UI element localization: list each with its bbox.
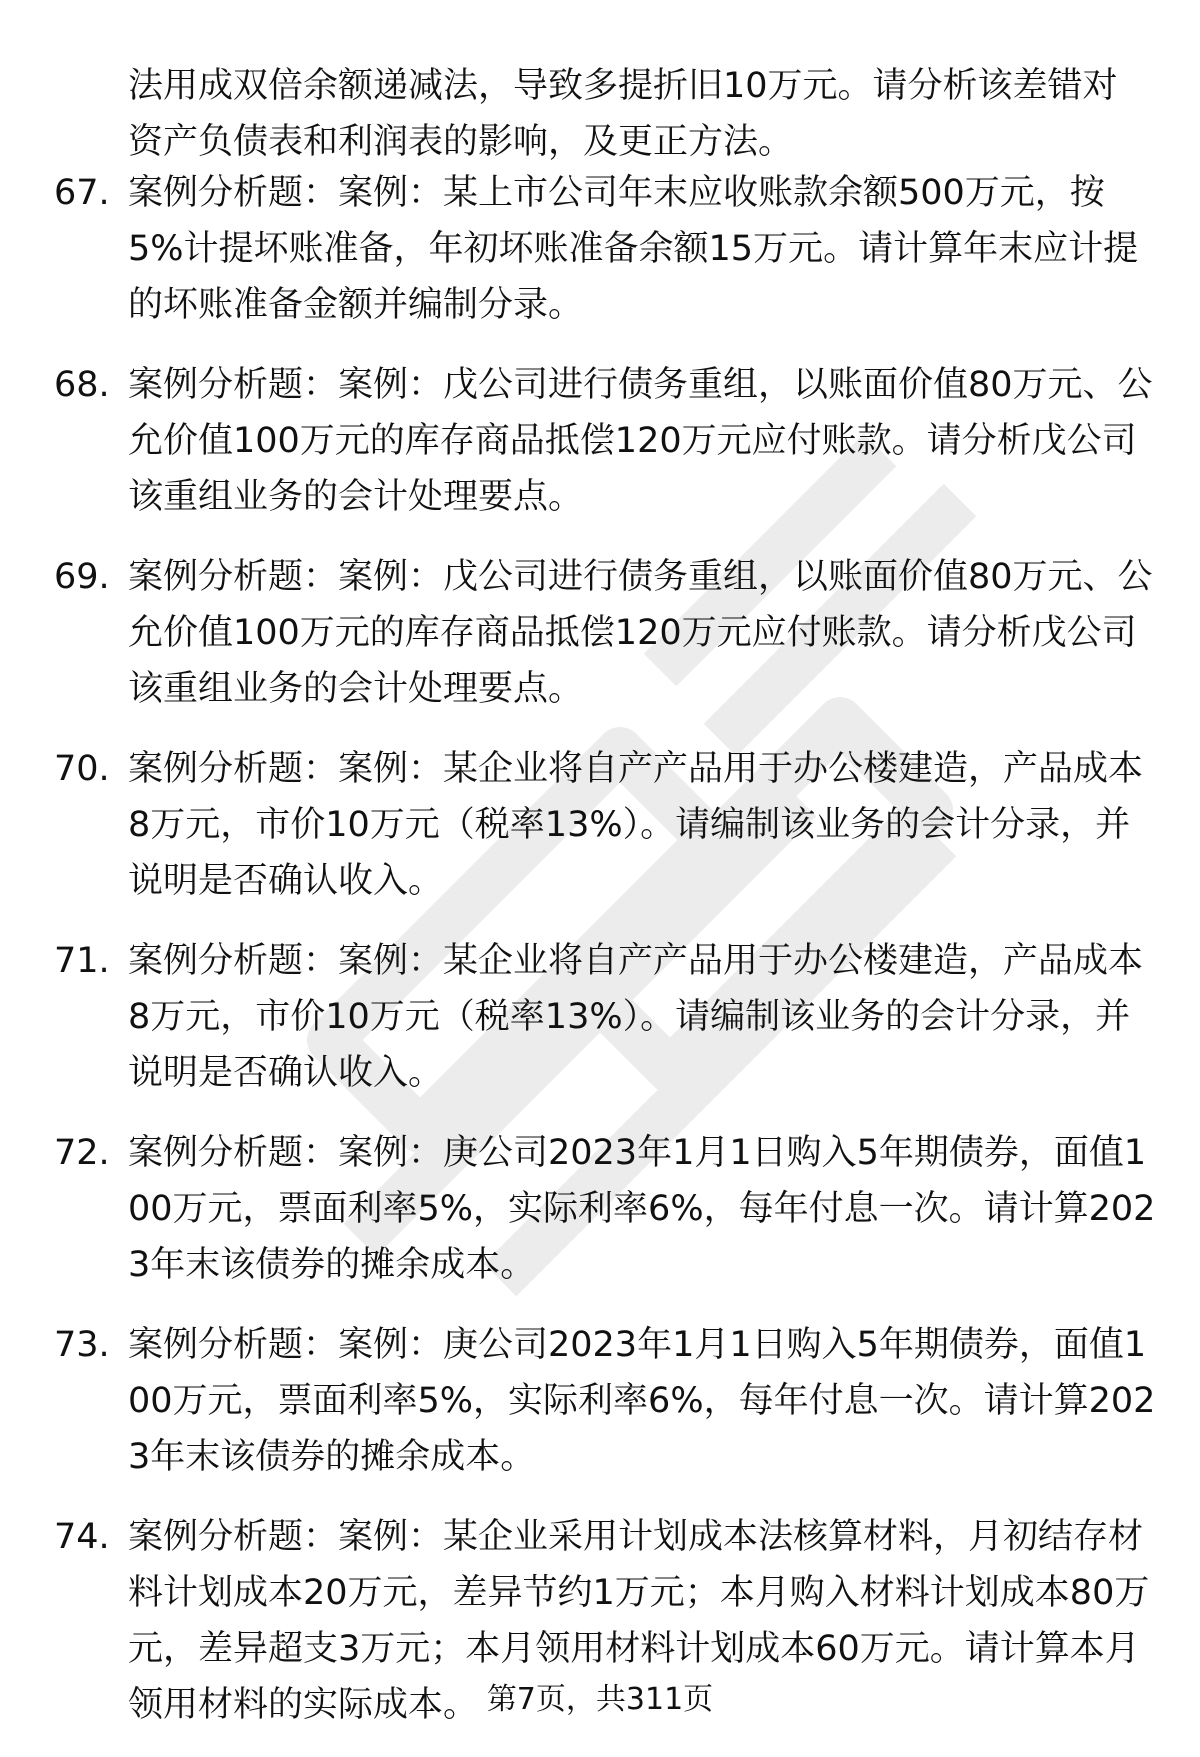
question-number: 71. <box>54 941 110 981</box>
question-text: 案例分析题：案例：戊公司进行债务重组，以账面价值80万元、公允价值100万元的库存商品抵偿120万元应付账款。请分析戊公司该重组业务的会计处理要点。 <box>128 365 1153 517</box>
question-text: 案例分析题：案例：戊公司进行债务重组，以账面价值80万元、公允价值100万元的库存商品抵偿120万元应付账款。请分析戊公司该重组业务的会计处理要点。 <box>128 557 1153 709</box>
question-text: 案例分析题：案例：某企业采用计划成本法核算材料，月初结存材料计划成本20万元，差异节约1万元；本月购入材料计划成本80万元，差异超支3万元；本月领用材料计划成本60万元。请计算本月领用材料的实际成本。 <box>128 1517 1150 1725</box>
page-footer: 第7页，共311页 <box>486 1682 714 1717</box>
question-item <box>0 933 1200 1101</box>
question-number: 68. <box>54 365 110 405</box>
question-text: 案例分析题：案例：庚公司2023年1月1日购入5年期债券，面值100万元，票面利率5%，实际利率6%，每年付息一次。请计算2023年末该债券的摊余成本。 <box>128 1325 1156 1477</box>
question-number: 67. <box>54 173 110 213</box>
question-item <box>0 165 1200 333</box>
question-number: 73. <box>54 1325 110 1365</box>
question-item <box>0 549 1200 717</box>
question-number: 72. <box>54 1133 110 1173</box>
question-item <box>0 1317 1200 1485</box>
question-number: 70. <box>54 749 110 789</box>
question-text: 案例分析题：案例：某上市公司年末应收账款余额500万元，按5%计提坏账准备，年初坏账准备余额15万元。请计算年末应计提的坏账准备金额并编制分录。 <box>128 173 1139 325</box>
question-text: 案例分析题：案例：某企业将自产产品用于办公楼建造，产品成本8万元，市价10万元（税率13%）。请编制该业务的会计分录，并说明是否确认收入。 <box>128 749 1144 901</box>
question-number: 69. <box>54 557 110 597</box>
question-list <box>0 165 1200 1757</box>
question-item <box>0 357 1200 525</box>
question-text: 案例分析题：案例：庚公司2023年1月1日购入5年期债券，面值100万元，票面利率5%，实际利率6%，每年付息一次。请计算2023年末该债券的摊余成本。 <box>128 1133 1156 1285</box>
question-item <box>0 741 1200 909</box>
continued-question-text: 法用成双倍余额递减法，导致多提折旧10万元。请分析该差错对资产负债表和利润表的影响，及更正方法。 <box>128 66 1118 162</box>
question-number: 74. <box>54 1517 110 1557</box>
question-text: 案例分析题：案例：某企业将自产产品用于办公楼建造，产品成本8万元，市价10万元（税率13%）。请编制该业务的会计分录，并说明是否确认收入。 <box>128 941 1144 1093</box>
question-item <box>0 1125 1200 1293</box>
